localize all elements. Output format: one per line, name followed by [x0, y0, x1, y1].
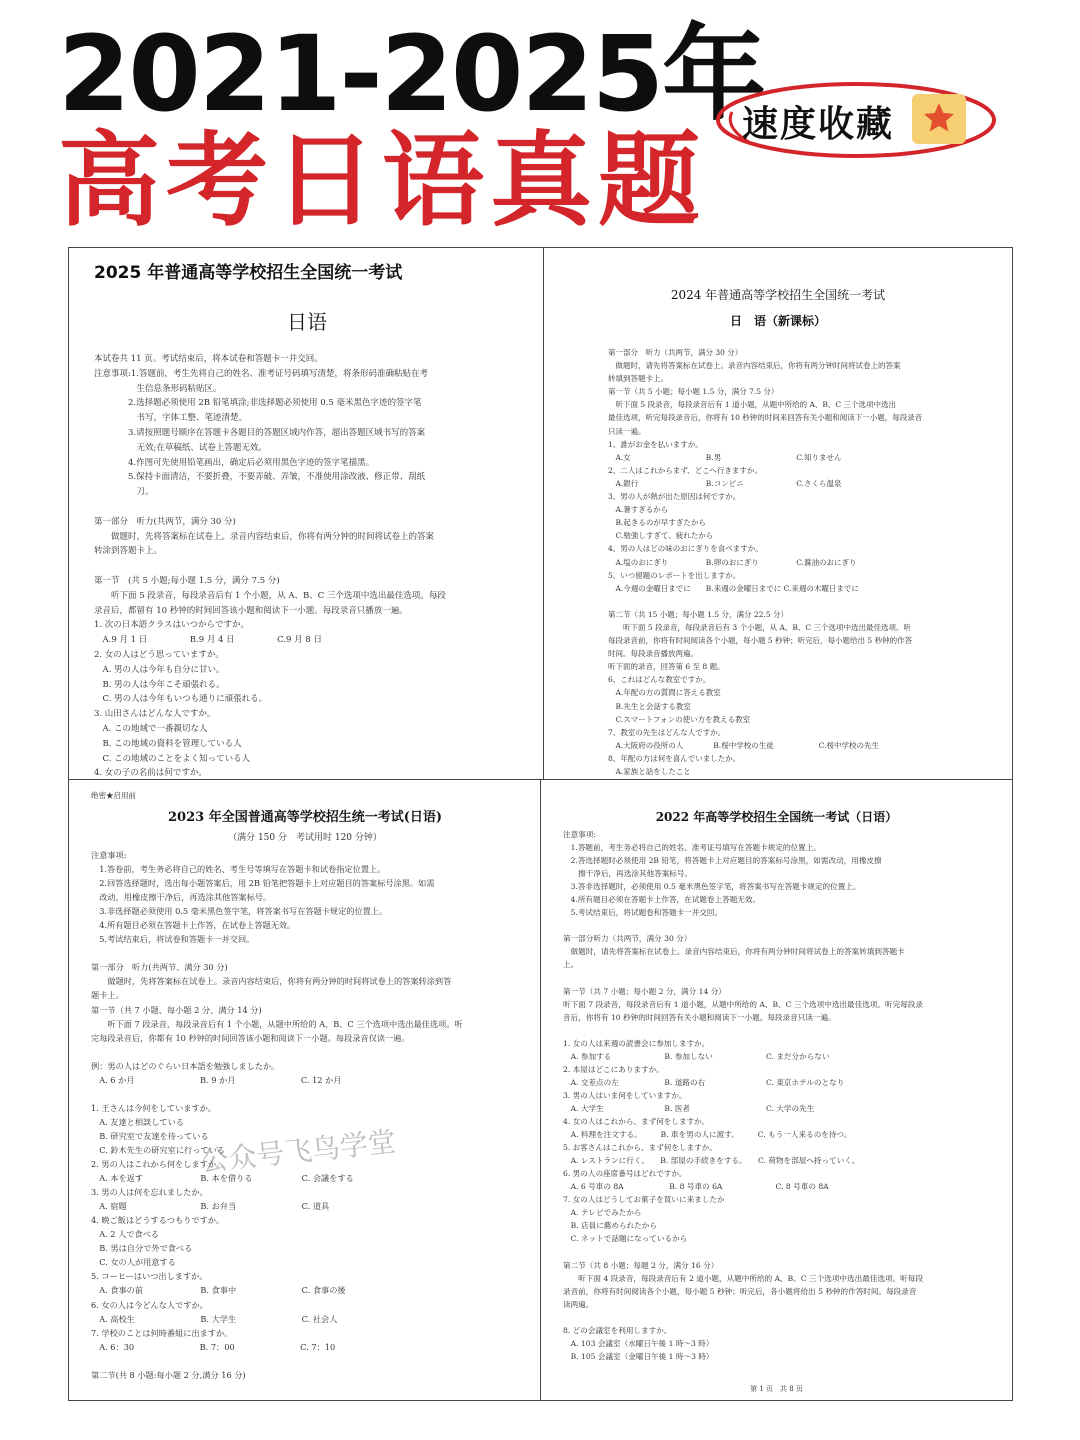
- headline-title: 高考日语真题: [58, 122, 706, 241]
- text-line: A. レストランに行く。 B. 部屋の手続きをする。 C. 荷物を部屋へ持っていく。: [563, 1156, 860, 1166]
- text-line: A.銀行 B.コンビニ C.さくら温泉: [608, 478, 842, 488]
- text-line: 4.作图可先使用铅笔画出，确定后必须用黑色字迹的签字笔描黑。: [94, 457, 375, 468]
- text-line: 5. コーヒーはいつ出しますか。: [91, 1271, 208, 1282]
- badge-label: 速度收藏: [742, 104, 895, 145]
- exam-2024-body: [608, 346, 1004, 778]
- text-line: A. 高校生 B. 大学生 C. 社会人: [91, 1313, 338, 1324]
- text-line: 改动，用橡皮擦干净后，再选涂其他答案标号。: [91, 892, 272, 903]
- text-line: B. 店員に薦められたから: [563, 1221, 657, 1231]
- text-line: 例：男の人はどのぐらい日本語を勉強しましたか。: [91, 1060, 280, 1071]
- watermark: 公众号飞鸟学堂: [198, 1124, 398, 1179]
- text-line: 注意事项:: [91, 850, 127, 860]
- text-line: 6、これはどんな教室ですか。: [608, 675, 711, 685]
- text-line: 录音前，你将有时间阅读各个小题，每小题 5 秒钟；听完后，各小题将给出 5 秒钟的作答时间。每段录音: [563, 1286, 917, 1296]
- text-line: [91, 1045, 537, 1059]
- text-line: 4. 晩ご飯はどうするつもりですか。: [91, 1215, 225, 1226]
- text-line: 做题时，请先将答案标在试卷上。录音内容结束后，你将有两分钟时间将试卷上的答案: [608, 361, 901, 371]
- text-line: A.大阪府の役所の人 B.桜中学校の生徒 C.桜中学校の先生: [608, 740, 880, 750]
- text-line: 无效;在草稿纸、试卷上答题无效。: [94, 442, 267, 453]
- text-line: A. 6 号車の 8A B. 8 号車の 6A C. 8 号車の 8A: [563, 1182, 829, 1192]
- text-line: 第一部分 听力（共两节，满分 30 分）: [608, 348, 743, 357]
- text-line: 题卡上。: [91, 990, 124, 1001]
- text-line: B. 研究室で友達を待っている: [91, 1130, 209, 1141]
- text-line: 2. 女の人はどう思っていますか。: [94, 649, 224, 660]
- text-line: C. 男の人は今年もいつも通りに頑張れる。: [94, 694, 268, 705]
- exam-page-2025: [68, 247, 545, 780]
- text-line: 1. 次の日本語クラスはいつからですか。: [94, 620, 249, 631]
- text-line: 3、男の人が熱が出た原因は何ですか。: [608, 492, 741, 502]
- text-line: 4. 女の人はこれから、まず何をしますか。: [563, 1117, 710, 1127]
- text-line: C.勉強しすぎて、疲れたから: [608, 531, 714, 541]
- text-line: 第一节（共 7 小题、每小题 2 分、满分 14 分): [91, 1004, 262, 1015]
- text-line: 第一部分听力（共两节，满分 30 分）: [563, 934, 692, 944]
- text-line: 2.选择题必须使用 2B 铅笔填涂;非选择题必须使用 0.5 毫米黑色字迹的签字笔: [94, 398, 422, 409]
- text-line: 听下面 7 段录音，每段录音后有 1 道小题，从题中所给的 A、B、C 三个选项中选出最佳选项。听完每段录: [563, 999, 923, 1009]
- text-line: 转涂到答题卡上。: [94, 546, 163, 557]
- text-line: 5、いつ留題のレポートを出しますか。: [608, 570, 741, 580]
- exam-2024-title: 2024 年普通高等学校招生全国统一考试: [670, 288, 886, 302]
- text-line: B. 105 会議室（金曜日午後 1 時～3 時）: [563, 1351, 714, 1361]
- text-line: 听下面 5 段录音，每段录音后有 1 个小题，从 A、B、C 三个选项中选出最佳选项。每段: [94, 590, 446, 601]
- text-line: C. この地域のことをよく知っている人: [94, 753, 251, 764]
- text-line: 录音后，都留有 10 秒钟的时间回答该小题和阅读下一小题。每段录音只播放一遍。: [94, 605, 408, 616]
- text-line: 第二节（共 8 小题；每题 2 分，满分 16 分）: [563, 1260, 719, 1270]
- text-line: A. 宿題 B. お弁当 C. 道具: [91, 1201, 330, 1212]
- text-line: A. 6：30 B. 7：00 C. 7：10: [91, 1341, 336, 1352]
- exam-2023-subtitle: （满分 150 分 考试用时 120 分钟）: [228, 833, 382, 843]
- text-line: [563, 1311, 1003, 1324]
- text-line: 1. 女の人は来週の読書会に参加しますか。: [563, 1038, 710, 1048]
- text-line: 3.答非选择题时，必须使用 0.5 毫米黑色签字笔，将答案书写在答题卡规定的位置上。: [563, 882, 861, 892]
- text-line: 每段录音前，你将有时间阅读各个小题，每小题 5 秒钟；听完后，每小题给出 5 秒钟的作答: [608, 636, 913, 646]
- exam-2024-subject: 日 语（新课标）: [729, 314, 826, 328]
- text-line: B.先生と会話する教室: [608, 701, 691, 711]
- exam-2025-subject: 日语: [287, 310, 327, 334]
- text-line: 4.所有题目必须在答题卡上作答，在试卷上答题无效。: [91, 920, 296, 931]
- text-line: 2. 本屋はどこにありますか。: [563, 1064, 664, 1074]
- text-line: C. 鈴木先生の研究室に行っている: [91, 1144, 225, 1155]
- text-line: [608, 595, 1004, 608]
- text-line: 第一部分 听力(共两节、满分 30 分): [91, 962, 228, 973]
- text-line: 第二节（共 15 小题；每小题 1.5 分，满分 22.5 分）: [608, 609, 788, 619]
- text-line: 1、誰がお金を払いますか。: [608, 439, 703, 449]
- exam-2022-body: [563, 828, 1003, 1363]
- text-line: 书写，字体工整、笔迹清楚。: [94, 413, 248, 424]
- text-line: A.家族と話をしたこと: [608, 767, 691, 776]
- text-line: 3.请按照题号顺序在答题卡各题目的答题区域内作答，超出答题区域书写的答案: [94, 427, 426, 438]
- text-line: A. 参加する B. 参加しない C. まだ分からない: [563, 1051, 830, 1061]
- text-line: 4. 女の子の名前は何ですか。: [94, 768, 207, 779]
- exam-page-2024: [543, 247, 1013, 780]
- text-line: A.暑すぎるから: [608, 505, 669, 515]
- text-line: 1. 王さんは今何をしていますか。: [91, 1102, 217, 1113]
- text-line: 音后，你将有 10 秒钟的时间回答有关小题和阅读下一小题。每段录音只读一遍。: [563, 1012, 836, 1022]
- text-line: 注意事项:: [563, 830, 596, 839]
- headline-years: 2021-2025年: [58, 13, 765, 135]
- text-line: A. テレビでみたから: [563, 1208, 642, 1218]
- exam-page-2023: [68, 779, 541, 1401]
- text-line: 第一节（共 7 小题；每小题 2 分，满分 14 分）: [563, 986, 726, 996]
- text-line: [94, 559, 534, 574]
- exam-2022-title: 2022 年高等学校招生全国统一考试（日语）: [655, 810, 898, 824]
- text-line: B. 男の人は今年こそ頑張れる。: [94, 679, 225, 690]
- text-line: 听下面 5 段录音，每段录音后有 1 道小题，从题中所给的 A、B、C 三个选项中选出: [608, 400, 897, 410]
- text-line: 第二节(共 8 小题:每小题 2 分,满分 16 分): [91, 1369, 246, 1380]
- text-line: 做题时，请先将答案标在试卷上。录音内容结束后，你将有两分钟时间将试卷上的答案转填到答题卡: [563, 947, 905, 957]
- text-line: A. 2 人で食べる: [91, 1229, 160, 1240]
- text-line: 上。: [563, 960, 579, 970]
- text-line: A.塩のおにぎり B.卵のおにぎり C.醤油のおにぎり: [608, 557, 857, 567]
- text-line: 6. 女の人は今どんな人ですか。: [91, 1299, 208, 1310]
- text-line: 7. 女の人はどうしてお菓子を買いに来ましたか: [563, 1195, 725, 1205]
- text-line: 注意事项:1.答题前，考生先将自己的姓名、准考证号码填写清楚，将条形码准确粘贴在考: [94, 368, 428, 379]
- text-line: 时间。每段录音播放两遍。: [608, 649, 698, 659]
- text-line: A. 大学生 B. 医者 C. 大学の先生: [563, 1103, 815, 1113]
- text-line: 听下面 4 段录音，每段录音后有 2 道小题，从题中所给的 A、B、C 三个选项中选出最佳选项。听每段: [563, 1273, 923, 1283]
- text-line: 第一节 (共 5 小题;每小题 1.5 分，满分 7.5 分): [94, 575, 280, 586]
- text-line: [563, 919, 1003, 932]
- text-line: A.今週の金曜日までに B.来週の金曜日までに C.来週の木曜日までに: [608, 583, 859, 593]
- text-line: 听下面的录音，回答第 6 至 8 题。: [608, 662, 725, 672]
- text-line: 3.非选择题必须使用 0.5 毫米黑色签字笔，将答案书写在答题卡规定的位置上。: [91, 906, 388, 917]
- text-line: 生信息条形码粘贴区。: [94, 383, 222, 394]
- text-line: A. 6 か月 B. 9 か月 C. 12 か月: [91, 1074, 342, 1085]
- save-badge[interactable]: [712, 78, 996, 162]
- text-line: A. 料理を注文する。 B. 車を男の人に渡す。 C. もう一人来るのを待つ。: [563, 1130, 852, 1140]
- text-line: [94, 500, 534, 515]
- text-line: 5.保持卡面清洁，不要折叠，不要弄破、弄皱，不准使用涂改液、修正带、刮纸: [94, 472, 426, 483]
- text-line: 3. 男の人はいま何をしていますか。: [563, 1090, 687, 1100]
- text-line: 1.答题前，考生务必将自己的姓名、准考证号填写在答题卡规定的位置上。: [563, 843, 821, 853]
- text-line: C. 女の人が用意する: [91, 1257, 176, 1268]
- text-line: 1.答卷前，考生务必将自己的姓名、考生号等填写在答题卡和试卷指定位置上。: [91, 864, 386, 875]
- text-line: A. 103 会議室（水曜日午後 1 時～3 時）: [563, 1338, 714, 1348]
- text-line: A. 男の人は今年も自分に甘い。: [94, 664, 225, 675]
- text-line: 听下面 7 段录音，每段录音后有 1 个小题，从题中所给的 A、B、C 三个选项中选出最佳选项。听: [91, 1018, 463, 1029]
- text-line: 最佳选项，听完每段录音后，你将有 10 秒钟的时间来回答有关小题和阅读下一小题，每段录音: [608, 413, 923, 423]
- text-line: 2.回答选择题时，选出每小题答案后，用 2B 铅笔把答题卡上对应题目的答案标号涂黑。如需: [91, 878, 435, 889]
- text-line: A.女 B.男 C.知りません: [608, 452, 842, 462]
- exam-page-2022: [540, 779, 1013, 1401]
- text-line: A. この地域で一番親切な人: [94, 723, 208, 734]
- text-line: 5.考试结束后，将试卷和答题卡一并交回。: [91, 934, 255, 945]
- text-line: A. 交差点の左 B. 道路の右 C. 東京ホテルのとなり: [563, 1077, 845, 1087]
- text-line: 5. お客さんはこれから、まず何をしますか。: [563, 1143, 717, 1153]
- text-line: B. この地域の資料を管理している人: [94, 738, 242, 749]
- text-line: 3. 山田さんはどんな人ですか。: [94, 709, 216, 720]
- text-line: [563, 1246, 1003, 1259]
- text-line: [563, 972, 1003, 985]
- text-line: 6. 男の人の座席番号はどれですか。: [563, 1169, 687, 1179]
- text-line: [91, 946, 537, 960]
- text-line: 4.所有题目必须在答题卡上作答，在试题卷上答题无效。: [563, 895, 761, 905]
- text-line: 完每段录音后，你都有 10 秒钟的时间回答该小题和阅读下一小题。每段录音仅读一遍。: [91, 1032, 410, 1043]
- text-line: [91, 1087, 537, 1101]
- text-line: A. 本を返す B. 本を借りる C. 会議をする: [91, 1173, 354, 1184]
- text-line: A.9 月 1 日 B.9 月 4 日 C.9 月 8 日: [94, 635, 322, 646]
- text-line: 只读一遍。: [608, 426, 646, 436]
- text-line: 擦干净后，再选涂其他答案标号。: [563, 869, 693, 879]
- text-line: 3. 男の人は何を忘れましたか。: [91, 1187, 208, 1198]
- exam-2023-secret-mark: 绝密★启用前: [91, 791, 136, 800]
- text-line: 刀。: [94, 487, 154, 498]
- text-line: 8、年配の方は何を喜んでいましたか。: [608, 753, 741, 763]
- text-line: 4、男の人はどの味のおにぎりを食べますか。: [608, 544, 763, 554]
- text-line: A.年配の方の質問に答える教室: [608, 688, 721, 698]
- text-line: C.スマートフォンの使い方を教える教室: [608, 714, 751, 724]
- text-line: 转填到答题卡上。: [608, 374, 668, 384]
- text-line: A. 食事の前 B. 食事中 C. 食事の後: [91, 1285, 346, 1296]
- star-icon: [912, 94, 966, 144]
- text-line: 2. 男の人はこれから何をしますか。: [91, 1159, 225, 1170]
- text-line: A. 友達と相談している: [91, 1116, 184, 1127]
- exam-2025-title: 2025 年普通高等学校招生全国统一考试: [94, 263, 403, 283]
- exam-2025-body: [94, 352, 534, 780]
- text-line: [91, 1354, 537, 1368]
- text-line: B.起きるのが早すぎたから: [608, 518, 706, 528]
- text-line: 第一部分 听力(共两节，满分 30 分): [94, 516, 236, 527]
- text-line: 本试卷共 11 页。考试结束后，将本试卷和答题卡一并交回。: [94, 354, 323, 364]
- text-line: C. ネットで話題になっているから: [563, 1234, 688, 1244]
- text-line: 8. どの会議室を利用しますか。: [563, 1325, 672, 1335]
- text-line: 读两遍。: [563, 1299, 594, 1309]
- text-line: 2、二人はこれからまず、どこへ行きますか。: [608, 465, 762, 475]
- text-line: 7. 学校のことは何時番組に出ますか。: [91, 1327, 233, 1338]
- text-line: B. 男は自分で外で食べる: [91, 1243, 193, 1254]
- exam-2022-page-footer: 第 1 页 共 8 页: [750, 1385, 803, 1393]
- text-line: 5.考试结束后，将试题卷和答题卡一并交回。: [563, 908, 723, 918]
- exam-2023-title: 2023 年全国普通高等学校招生统一考试(日语): [167, 810, 442, 825]
- text-line: 2.答选择题时必须使用 2B 铅笔，将答题卡上对应题目的答案标号涂黑，如需改动，用橡皮擦: [563, 856, 882, 866]
- text-line: 第一节（共 5 小题；每小题 1.5 分，满分 7.5 分）: [608, 387, 779, 397]
- text-line: 7、教室の先生はどんな人ですか。: [608, 727, 726, 737]
- text-line: 做题时，先将答案标在试卷上。录音内容结束后，你将有两分钟的时间将试卷上的答案: [94, 531, 435, 542]
- text-line: 听下面 5 段录音，每段录音后有 3 个小题，从 A、B、C 三个选项中选出最佳选项。听: [608, 622, 912, 632]
- text-line: [563, 1024, 1003, 1037]
- text-line: 做题时，先将答案标在试卷上。录音内容结束后，你将有两分钟的时间将试卷上的答案转涂到答: [91, 976, 452, 987]
- exam-2023-body: [91, 848, 537, 1382]
